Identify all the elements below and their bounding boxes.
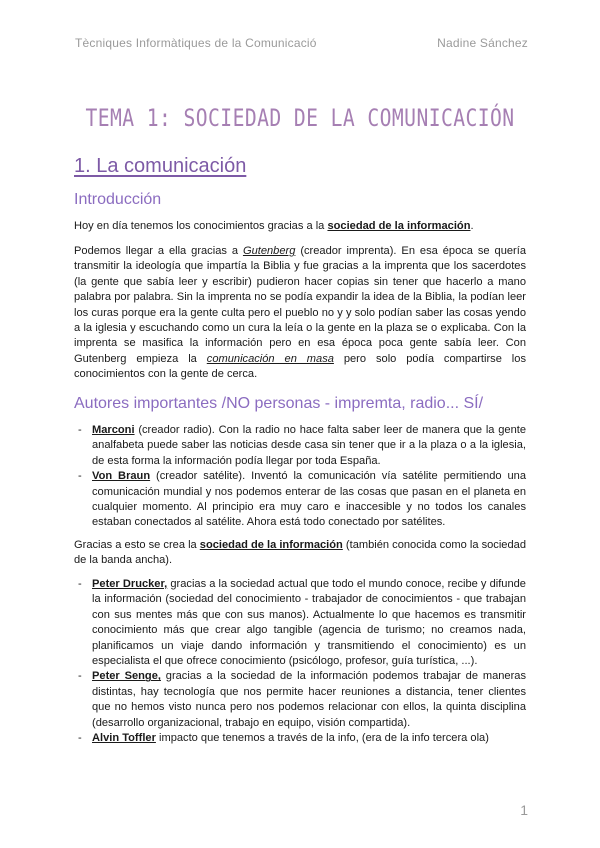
- authors-heading: Autores importantes /NO personas - impremta, radio... SÍ/: [74, 395, 484, 412]
- term-gutenberg: Gutenberg: [242, 245, 296, 257]
- list-item: - Marconi (creador radio). Con la radio no hace falta saber leer de manera que la gente analfabeta puede saber las noticias desde casa sin tener que ir a la plaza o a la iglesia, de esta forma la información podía llegar por toda España.: [78, 424, 526, 467]
- term-society-2: sociedad de la información: [199, 539, 343, 551]
- list-item: - Von Braun (creador satélite). Inventó la comunicación vía satélite permitiendo una comunicación mundial y nos podemos enterar de las cosas que pasan en el planeta en cualquier momento. Al principio era muy caro e inaccesible y no todos los canales estaban conectados al satélite. Ahora está todo conectado por satélites.: [78, 470, 526, 529]
- section-heading: 1. La comunicación: [74, 155, 247, 177]
- list-item: - Peter Drucker, gracias a la sociedad actual que todo el mundo conoce, recibe y difunde la información (sociedad del conocimiento - trabajador de conocimientos - que trabajan con sus mentes más que con sus manos). Actualmente lo que hacemos es transmitir conocimiento más que crear algo tangible (agencia de turismo; no creamos nada, planificamos un viaje dando información y transmitiendo el conocimiento) es un especialista el que ofrece conocimiento (psicólogo, profesor, guía turística, ...).: [78, 578, 526, 668]
- list-item: - Peter Senge, gracias a la sociedad de la información podemos trabajar de maneras distintas, hay tecnología que nos permite hacer reuniones a distancia, tener clientes que no hemos visto nunca pero nos podemos relacionar con ellos, la quinta disciplina (desarrollo organizacional, trabajo en equipo, visión compartida).: [78, 670, 526, 729]
- list-item: - Alvin Toffler impacto que tenemos a través de la info, (era de la info tercera ola): [78, 732, 489, 745]
- term-mass-communication: comunicación en masa: [206, 352, 334, 365]
- term-society: sociedad de la información: [327, 220, 471, 232]
- page-number: 1: [520, 802, 528, 818]
- authors-list: [74, 423, 526, 531]
- society-paragraph: Gracias a esto se crea la sociedad de la información (también conocida como la sociedad de la banda ancha).: [74, 539, 526, 567]
- header-author: Nadine Sánchez: [437, 36, 528, 50]
- page-header: [75, 36, 528, 50]
- intro-paragraph-2: Podemos llegar a ella gracias a Gutenberg (creador imprenta). En esa época se quería transmitir la ideología que impartía la Biblia y fue gracias a la imprenta que los sacerdotes (la gente que sabía leer y escribir) pudieron hacer copias sin tener que hacerlo a mano palabra por palabra. Sin la imprenta no se podía expandir la idea de la Biblia, la podían leer los curas porque era la gente culta pero el pueblo no y y solo podían saber las cosas yendo a la iglesia y escuchando como un cura la leía o la gente en la plaza se o explicaba. Con la imprenta se masifica la información pero en esa época poca gente sabía leer. Con Gutenberg empieza la comunicación en masa pero solo podía compartirse los conocimientos con la gente de cerca.: [74, 245, 526, 381]
- authors-list-2: [74, 577, 526, 746]
- document-title: TEMA 1: SOCIEDAD DE LA COMUNICACIÓN: [85, 104, 515, 132]
- intro-paragraph-1: Hoy en día tenemos los conocimientos gracias a la sociedad de la información.: [74, 220, 474, 232]
- intro-heading: Introducción: [74, 191, 162, 208]
- header-course: Tècniques Informàtiques de la Comunicació: [75, 36, 317, 50]
